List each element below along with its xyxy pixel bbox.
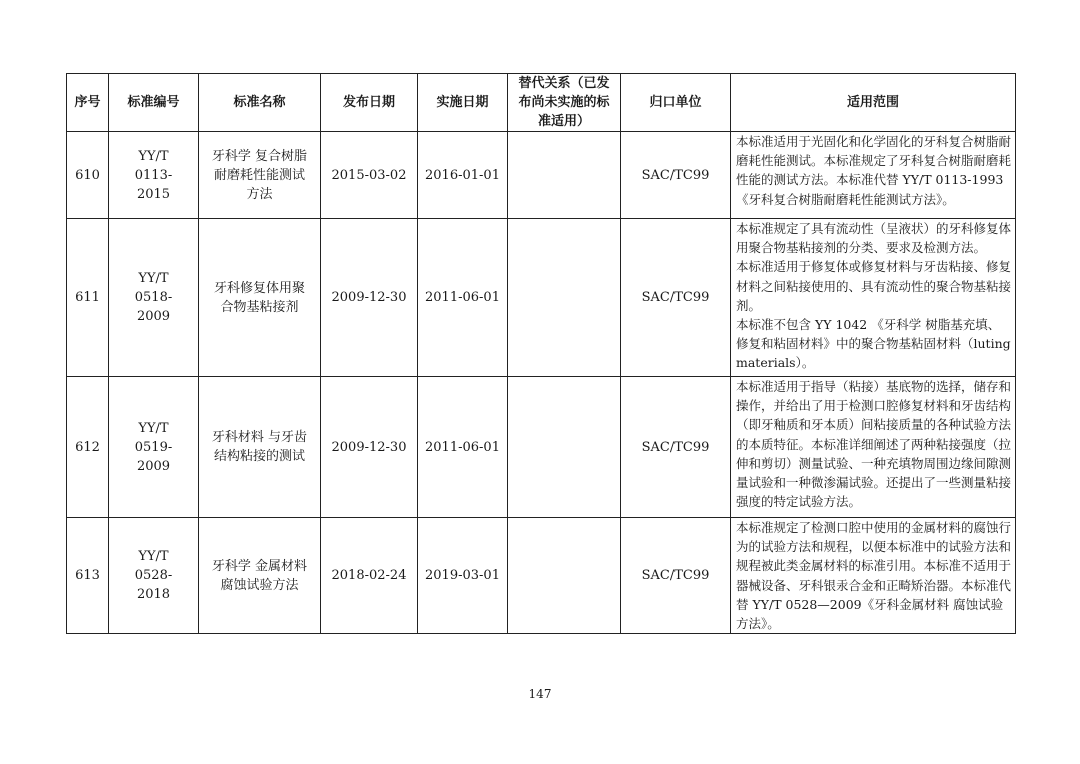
header-replace: 替代关系（已发布尚未实施的标准适用）	[508, 74, 621, 132]
table-row	[67, 132, 1016, 219]
cell-unit: SAC/TC99	[621, 132, 731, 219]
page-number: 147	[528, 687, 552, 701]
cell-seq: 613	[67, 518, 109, 634]
cell-scope	[731, 132, 1016, 219]
cell-replace	[508, 219, 621, 377]
scope-paragraph: 本标准适用于修复体或修复材料与牙齿粘接、修复材料之间粘接使用的、具有流动性的聚合物基粘接剂。	[736, 259, 1012, 313]
standards-table	[66, 73, 1016, 634]
header-seq: 序号	[67, 74, 109, 132]
cell-publish-date: 2015-03-02	[321, 132, 418, 219]
table-row	[67, 219, 1016, 377]
header-name: 标准名称	[199, 74, 321, 132]
scope-paragraph: 本标准适用于光固化和化学固化的牙科复合树脂耐磨耗性能测试。本标准规定了牙科复合树脂耐磨耗性能的测试方法。本标准代替 YY/T 0113-1993《牙科复合树脂耐磨耗性能测试方法》。	[736, 134, 1012, 207]
cell-code: YY/T 0518-2009	[109, 219, 199, 377]
cell-implement-date: 2011-06-01	[418, 219, 508, 377]
cell-unit: SAC/TC99	[621, 518, 731, 634]
cell-publish-date: 2018-02-24	[321, 518, 418, 634]
header-unit: 归口单位	[621, 74, 731, 132]
cell-name: 牙科学 金属材料腐蚀试验方法	[199, 518, 321, 634]
table-row	[67, 518, 1016, 634]
header-implement-date: 实施日期	[418, 74, 508, 132]
cell-name: 牙科学 复合树脂耐磨耗性能测试方法	[199, 132, 321, 219]
header-row	[67, 74, 1016, 132]
header-code: 标准编号	[109, 74, 199, 132]
header-scope: 适用范围	[731, 74, 1016, 132]
cell-seq: 611	[67, 219, 109, 377]
cell-replace	[508, 132, 621, 219]
table-row	[67, 377, 1016, 518]
cell-unit: SAC/TC99	[621, 219, 731, 377]
cell-name: 牙科修复体用聚合物基粘接剂	[199, 219, 321, 377]
cell-implement-date: 2011-06-01	[418, 377, 508, 518]
cell-scope	[731, 518, 1016, 634]
cell-scope	[731, 219, 1016, 377]
cell-replace	[508, 377, 621, 518]
cell-code: YY/T 0528-2018	[109, 518, 199, 634]
scope-paragraph: 本标准规定了具有流动性（呈液状）的牙科修复体用聚合物基粘接剂的分类、要求及检测方法。	[736, 221, 1012, 256]
cell-scope	[731, 377, 1016, 518]
cell-unit: SAC/TC99	[621, 377, 731, 518]
cell-implement-date: 2016-01-01	[418, 132, 508, 219]
cell-implement-date: 2019-03-01	[418, 518, 508, 634]
cell-publish-date: 2009-12-30	[321, 377, 418, 518]
cell-code: YY/T 0519-2009	[109, 377, 199, 518]
cell-publish-date: 2009-12-30	[321, 219, 418, 377]
cell-seq: 610	[67, 132, 109, 219]
scope-paragraph: 本标准不包含 YY 1042 《牙科学 树脂基充填、修复和粘固材料》中的聚合物基粘固材料（luting materials）。	[736, 317, 1011, 371]
cell-code: YY/T 0113-2015	[109, 132, 199, 219]
scope-paragraph: 本标准适用于指导（粘接）基底物的选择，储存和操作，并给出了用于检测口腔修复材料和牙齿结构（即牙釉质和牙本质）间粘接质量的各种试验方法的本质特征。本标准详细阐述了两种粘接强度（拉伸和剪切）测量试验、一种充填物周围边缘间隙测量试验和一种微渗漏试验。还提出了一些测量粘接强度的特定试验方法。	[736, 379, 1012, 510]
header-publish-date: 发布日期	[321, 74, 418, 132]
cell-name: 牙科材料 与牙齿结构粘接的测试	[199, 377, 321, 518]
cell-seq: 612	[67, 377, 109, 518]
cell-replace	[508, 518, 621, 634]
scope-paragraph: 本标准规定了检测口腔中使用的金属材料的腐蚀行为的试验方法和规程，以便本标准中的试验方法和规程被此类金属材料的标准引用。本标准不适用于器械设备、牙科银汞合金和正畸矫治器。本标准代替 YY/T 0528—2009《牙科金属材料 腐蚀试验方法》。	[736, 520, 1012, 632]
